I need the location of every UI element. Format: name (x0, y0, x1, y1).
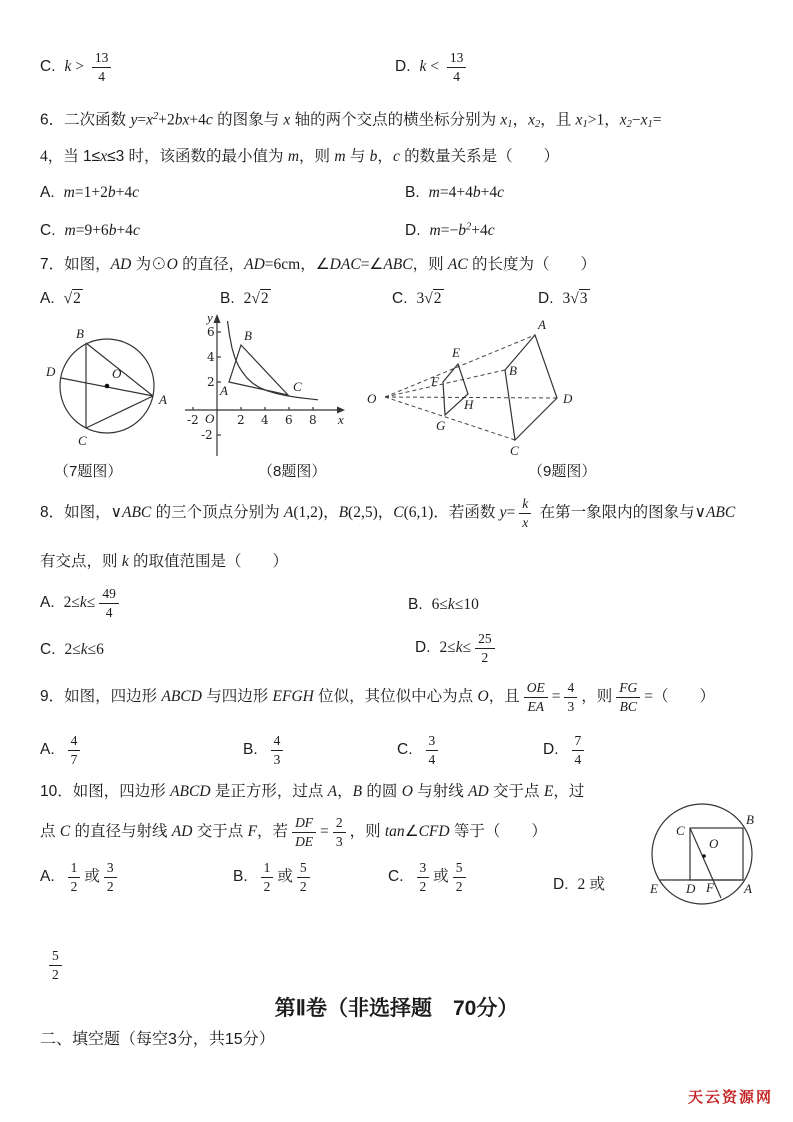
question-8-line-1: 8．如图，∨ABC 的三个顶点分别为 A(1,2)，B(2,5)，C(6,1)．若函数 y= $\frac{k}{x}$ 在第一象限内的图象与∨ABC (40, 496, 736, 530)
option-math: k < $\frac{13}{4}$ (420, 58, 471, 75)
label-f: F (431, 374, 439, 389)
option-math: 2 或 (577, 876, 606, 893)
quad-abcd (505, 335, 557, 440)
q8-graph-figure (182, 310, 347, 460)
option-label: D. (553, 876, 569, 893)
option-math: $\frac{4}{3}$ (267, 741, 288, 758)
label-b: B (509, 363, 517, 378)
option-math: m=9+6b+4c (64, 222, 140, 239)
option-label: A. (40, 868, 55, 886)
label-d: D (686, 881, 696, 896)
option-label: B. (243, 741, 258, 759)
option-math: m=4+4b+4c (428, 184, 504, 201)
option-label: C. (40, 58, 56, 76)
question-6-line-1: 6．二次函数 $y=x^2+2bx+4c$ 的图象与 x 轴的两个交点的横坐标分别为 x1，x2，且 x1>1，x2−x1= (40, 111, 662, 130)
center-dot (702, 854, 706, 858)
option-math: 3√2 (416, 290, 442, 307)
center-dot (105, 384, 110, 389)
option-label: D. (415, 639, 431, 657)
label-b: B (244, 328, 252, 343)
xtick-8: 8 (309, 413, 317, 427)
q9-homothety-figure (360, 312, 640, 462)
option-math: 2≤k≤ $\frac{49}{4}$ (64, 594, 123, 611)
option-label: B. (233, 868, 248, 886)
label-a: A (538, 317, 546, 332)
label-a: A (220, 383, 228, 398)
ray-ob (385, 370, 505, 397)
option-math: 2≤k≤6 (64, 641, 104, 658)
option-label: D. (405, 222, 421, 240)
label-x-axis: x (338, 412, 344, 427)
q7-option-b (220, 290, 271, 308)
q10-option-c (388, 860, 470, 894)
label-b: B (76, 326, 84, 341)
ytick-2: 2 (207, 375, 215, 389)
label-g: G (436, 418, 446, 433)
part-2-heading: 第Ⅱ卷（非选择题 70分） (274, 997, 519, 1020)
q6-option-c (40, 222, 140, 240)
q10-option-a (40, 860, 121, 894)
option-label: A. (40, 184, 55, 201)
prev-question-option-c (40, 50, 115, 84)
option-math: $\frac{4}{7}$ (64, 741, 85, 758)
q6-option-a (40, 184, 139, 202)
option-math: $\frac{3}{2}$ 或 $\frac{5}{2}$ (413, 868, 470, 885)
q9-option-a (40, 733, 84, 767)
q10-option-d (553, 872, 605, 894)
label-o: O (709, 836, 719, 851)
label-e: E (452, 345, 460, 360)
caption-fig9: （9题图） (528, 463, 597, 480)
q6-option-d (405, 222, 495, 240)
option-math: m=1+2b+4c (63, 184, 139, 201)
label-c: C (293, 379, 302, 394)
q7-option-d (538, 290, 590, 308)
prev-question-option-d (395, 50, 470, 84)
y-axis-arrow (214, 314, 221, 323)
fill-in-section-title: 二、填空题（每空3分，共15分） (40, 1031, 275, 1048)
option-math: $m=-b^2+4c$ (429, 222, 495, 240)
ytick-4: 4 (207, 350, 215, 364)
option-label: B. (220, 290, 235, 307)
option-math: 3√3 (562, 290, 588, 307)
q8-option-a (40, 586, 123, 620)
xtick-2: 2 (237, 413, 245, 427)
option-math: $\frac{1}{2}$ 或 $\frac{3}{2}$ (64, 868, 121, 885)
option-label: C. (40, 222, 56, 239)
label-o: O (367, 391, 377, 406)
q9-option-b (243, 733, 287, 767)
question-6-line-2: 4，当 1≤x≤3 时，该函数的最小值为 m，则 m 与 b，c 的数量关系是（ ） (40, 148, 560, 165)
option-math: 2√2 (243, 290, 269, 307)
q8-option-c (40, 641, 104, 659)
label-d: D (46, 364, 56, 379)
label-c: C (510, 443, 519, 458)
watermark-text: 天云资源网 (688, 1089, 774, 1106)
q10-circle-square-figure (643, 790, 793, 925)
caption-fig7: （7题图） (54, 463, 123, 480)
q7-option-c (392, 290, 444, 308)
question-7-stem: 7．如图，AD 为⊙O 的直径，AD=6cm，∠DAC=∠ABC，则 AC 的长度为（ ） (40, 256, 597, 273)
option-label: D. (538, 290, 554, 307)
option-label: D. (543, 741, 559, 759)
label-c: C (676, 823, 685, 838)
option-label: A. (40, 290, 55, 307)
option-math: $\frac{7}{4}$ (568, 741, 589, 758)
hyperbola-curve (228, 321, 319, 400)
label-a: A (744, 881, 752, 896)
option-label: C. (40, 641, 56, 658)
q9-option-d (543, 733, 588, 767)
chord-ca (86, 396, 153, 428)
label-c: C (78, 433, 87, 448)
question-10-line-1: 10．如图，四边形 ABCD 是正方形，过点 A，B 的圆 O 与射线 AD 交于点 E，过 (40, 783, 585, 800)
label-d: D (563, 391, 573, 406)
option-label: C. (388, 868, 404, 886)
xtick-6: 6 (285, 413, 293, 427)
option-math: 6≤k≤10 (431, 596, 479, 613)
option-label: B. (408, 596, 423, 613)
option-math: √2 (63, 290, 81, 307)
caption-fig8: （8题图） (258, 463, 327, 480)
option-label: A. (40, 741, 55, 759)
q7-circle-figure (28, 316, 188, 456)
option-math: $\frac{1}{2}$ 或 $\frac{5}{2}$ (257, 868, 314, 885)
label-y-axis: y (207, 310, 213, 325)
option-math: $\frac{3}{4}$ (422, 741, 443, 758)
option-label: D. (395, 58, 411, 76)
option-math: 2≤k≤ $\frac{25}{2}$ (440, 639, 499, 656)
label-a: A (159, 392, 167, 407)
xtick-4: 4 (261, 413, 269, 427)
ytick-6: 6 (207, 325, 215, 339)
q8-option-d (415, 631, 499, 665)
ray-oc (385, 397, 515, 440)
option-label: C. (392, 290, 408, 307)
question-8-line-2: 有交点，则 k 的取值范围是（ ） (40, 553, 289, 570)
label-origin: O (205, 411, 215, 426)
q9-option-c (397, 733, 442, 767)
q6-option-b (405, 184, 504, 202)
label-o: O (112, 366, 122, 381)
q8-option-b (408, 596, 479, 614)
ytick--2: -2 (201, 428, 213, 442)
question-9-stem: 9．如图，四边形 ABCD 与四边形 EFGH 位似，其位似中心为点 O，且 $\frac{OE}{EA}$ = $\frac{4}{3}$ ，则 $\frac{FG}{BC}$ =（ ） (40, 680, 715, 714)
label-f: F (706, 880, 714, 895)
q10-option-d-overflow: $\frac{5}{2}$ (45, 948, 66, 982)
option-math: k > $\frac{13}{4}$ (65, 58, 116, 75)
label-h: H (464, 397, 474, 412)
q10-option-b (233, 860, 314, 894)
label-b: B (746, 812, 754, 827)
question-10-line-2: 点 C 的直径与射线 AD 交于点 F，若 $\frac{DF}{DE}$ = $\frac{2}{3}$ ，则 tan∠CFD 等于（ ） (40, 815, 547, 849)
option-label: A. (40, 594, 55, 612)
option-label: C. (397, 741, 413, 759)
label-e: E (650, 881, 658, 896)
option-label: B. (405, 184, 420, 201)
q7-option-a (40, 290, 83, 308)
xtick--2: -2 (187, 413, 199, 427)
